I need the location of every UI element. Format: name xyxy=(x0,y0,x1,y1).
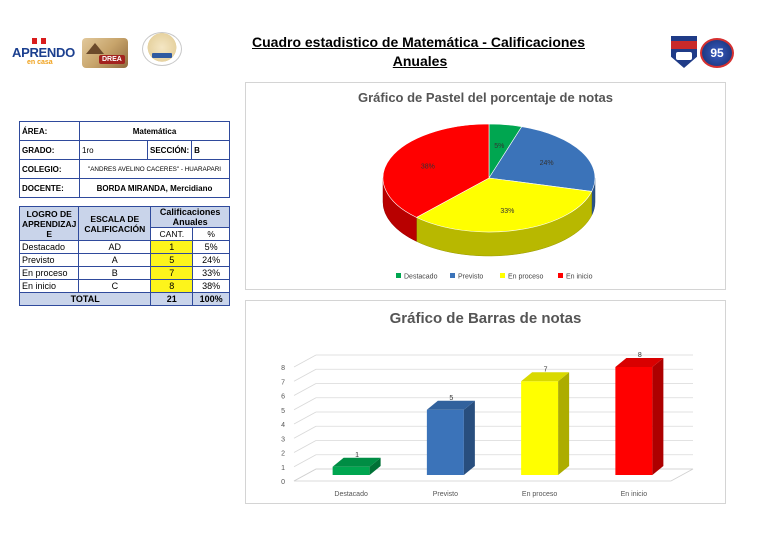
y-tick-label: 6 xyxy=(281,393,285,401)
y-tick-label: 4 xyxy=(281,422,285,429)
row-cant: 1 xyxy=(151,241,193,254)
bar-previsto xyxy=(427,410,464,475)
docente-label: DOCENTE: xyxy=(20,179,80,198)
row-pct: 5% xyxy=(193,241,230,254)
bar-chart-title: Gráfico de Barras de notas xyxy=(389,310,582,327)
legend-label-destacado: Destacado xyxy=(404,273,438,281)
bar-data-label: 7 xyxy=(543,366,548,374)
row-cant: 8 xyxy=(151,280,193,293)
gridline-side xyxy=(294,384,316,396)
bar-data-label: 5 xyxy=(449,394,454,402)
row-pct: 24% xyxy=(193,254,230,267)
gridline-side xyxy=(294,441,316,453)
row-cant: 5 xyxy=(151,254,193,267)
x-tick-label: Previsto xyxy=(432,491,459,498)
page-title-line1: Cuadro estadistico de Matemática - Calificaciones xyxy=(252,34,585,50)
legend-label-en-inicio: En inicio xyxy=(566,273,593,281)
col-header-escala: ESCALA DE CALIFICACIÓN xyxy=(79,207,151,241)
gridline-side xyxy=(294,369,316,381)
row-logro: En proceso xyxy=(20,267,79,280)
row-pct: 38% xyxy=(193,280,230,293)
area-value: Matemática xyxy=(80,122,230,141)
legend-label-previsto: Previsto xyxy=(458,273,484,281)
seccion-label: SECCIÓN: xyxy=(148,141,192,160)
y-tick-label: 0 xyxy=(281,479,285,486)
pie-data-label: 5% xyxy=(494,142,505,150)
table-total-row xyxy=(20,293,230,306)
bar-data-label: 8 xyxy=(637,352,642,359)
row-escala: A xyxy=(79,254,151,267)
bar-data-label: 1 xyxy=(355,451,360,459)
seccion-value: B xyxy=(192,141,230,160)
gridline-side xyxy=(294,398,316,410)
info-row-docente xyxy=(20,179,230,198)
drea-logo xyxy=(82,38,128,68)
building-icon xyxy=(86,43,104,54)
grado-label: GRADO: xyxy=(20,141,80,160)
aprendo-en-casa-logo xyxy=(12,37,78,69)
pie-data-label: 38% xyxy=(420,163,435,171)
legend-swatch-en-proceso xyxy=(500,273,505,278)
col-header-pct: % xyxy=(193,228,230,241)
info-row-area xyxy=(20,122,230,141)
table-row xyxy=(20,241,230,254)
colegio-label: COLEGIO: xyxy=(20,160,80,179)
y-tick-label: 5 xyxy=(281,407,285,415)
colegio-value: "ANDRES AVELINO CACERES" - HUARAPARI xyxy=(80,160,230,179)
pie-chart xyxy=(246,83,727,291)
x-tick-label: Destacado xyxy=(334,491,368,498)
gridline-side xyxy=(294,426,316,438)
bar-side-en-proceso xyxy=(558,372,569,475)
drea-logo-text: DREA xyxy=(99,55,125,64)
y-tick-label: 2 xyxy=(281,450,285,458)
gridline-side xyxy=(294,455,316,467)
aprendo-logo-text: APRENDO xyxy=(12,45,75,60)
row-logro: En inicio xyxy=(20,280,79,293)
shield-emblem xyxy=(676,52,692,60)
pie-chart-title: Gráfico de Pastel del porcentaje de notas xyxy=(357,90,614,105)
info-row-colegio xyxy=(20,160,230,179)
aprendo-logo-subtext: en casa xyxy=(27,59,53,66)
info-row-grado xyxy=(20,141,230,160)
ugel-logo-band xyxy=(152,53,172,58)
row-logro: Previsto xyxy=(20,254,79,267)
area-label: ÁREA: xyxy=(20,122,80,141)
bar-destacado xyxy=(333,467,370,475)
info-table xyxy=(19,121,230,198)
bar-en-inicio xyxy=(615,367,652,475)
y-tick-label: 3 xyxy=(281,436,285,444)
grades-table xyxy=(19,206,230,306)
legend-swatch-en-inicio xyxy=(558,273,563,278)
bar-side-previsto xyxy=(464,401,475,475)
pie-data-label: 24% xyxy=(539,159,554,167)
total-cant: 21 xyxy=(151,293,193,306)
row-escala: AD xyxy=(79,241,151,254)
y-tick-label: 8 xyxy=(281,365,285,372)
row-escala: B xyxy=(79,267,151,280)
anniversary-95-logo xyxy=(700,38,734,68)
bar-side-en-inicio xyxy=(652,358,663,475)
peru-flag-icon xyxy=(32,38,46,44)
row-logro: Destacado xyxy=(20,241,79,254)
total-label: TOTAL xyxy=(20,293,151,306)
x-tick-label: En inicio xyxy=(620,491,648,498)
pie-chart-panel xyxy=(245,82,726,290)
gridline-side xyxy=(294,412,316,424)
shield-band xyxy=(671,41,697,49)
row-pct: 33% xyxy=(193,267,230,280)
x-tick-label: En proceso xyxy=(521,491,558,498)
legend-label-en-proceso: En proceso xyxy=(508,273,544,281)
table-row xyxy=(20,267,230,280)
ugel-logo xyxy=(142,32,182,66)
legend-swatch-previsto xyxy=(450,273,455,278)
table-row xyxy=(20,280,230,293)
grado-value: 1ro xyxy=(80,141,148,160)
row-escala: C xyxy=(79,280,151,293)
row-cant: 7 xyxy=(151,267,193,280)
school-shield-icon xyxy=(671,36,697,68)
y-tick-label: 7 xyxy=(281,379,285,387)
gridline-side xyxy=(294,355,316,367)
bar-en-proceso xyxy=(521,381,558,475)
col-header-logro: LOGRO DE APRENDIZAJ E xyxy=(20,207,79,241)
col-header-cant: CANT. xyxy=(151,228,193,241)
table-row xyxy=(20,254,230,267)
y-tick-label: 1 xyxy=(281,464,285,472)
bar-chart-panel xyxy=(245,300,726,504)
col-header-calificaciones: Calificaciones Anuales xyxy=(151,207,230,228)
anniversary-text: 95 xyxy=(710,46,724,60)
docente-value: BORDA MIRANDA, Mercidiano xyxy=(80,179,230,198)
total-pct: 100% xyxy=(193,293,230,306)
page-title-line2: Anuales xyxy=(392,53,448,69)
bar-chart xyxy=(246,301,727,505)
pie-data-label: 33% xyxy=(500,208,515,216)
legend-swatch-destacado xyxy=(396,273,401,278)
